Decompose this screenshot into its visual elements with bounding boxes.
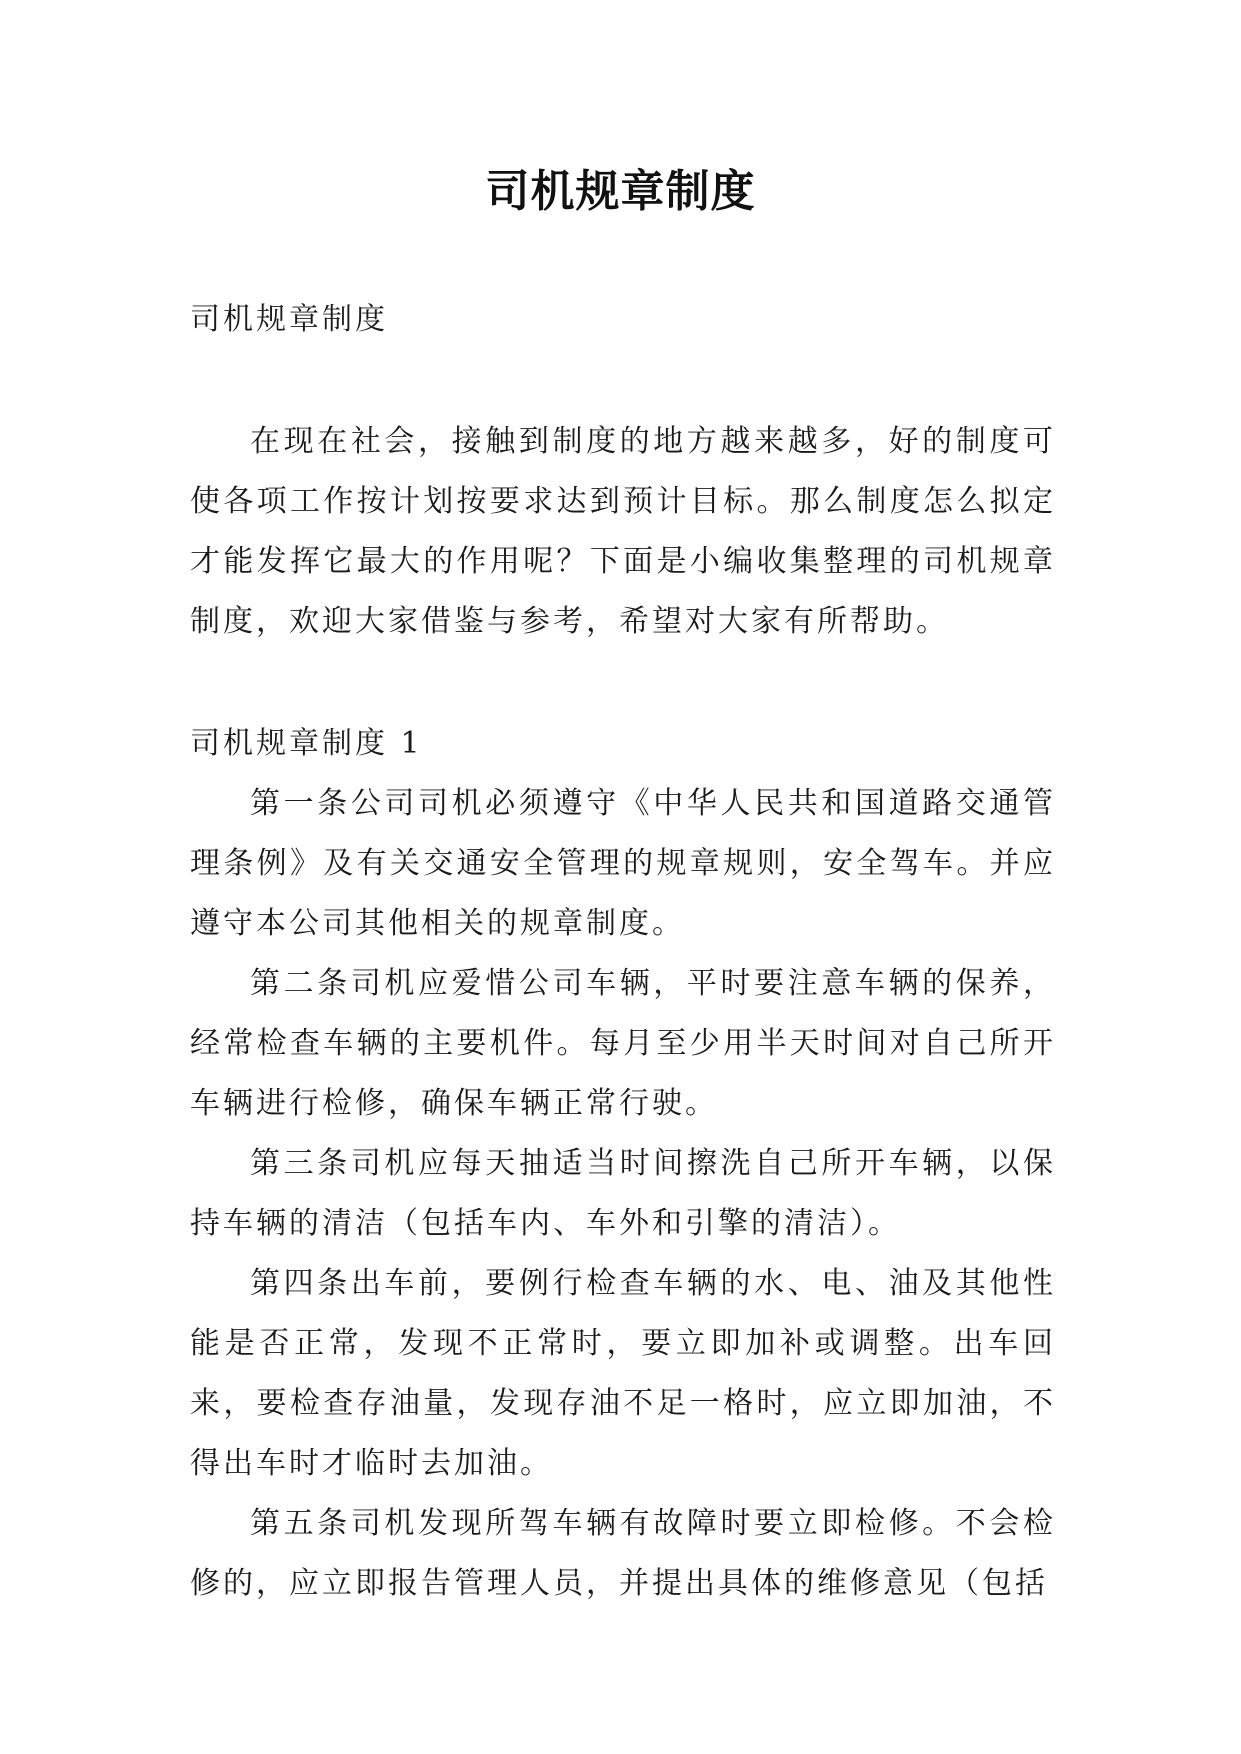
article-paragraph: 第三条司机应每天抽适当时间擦洗自己所开车辆，以保持车辆的清洁（包括车内、车外和引擎的清洁）。 <box>190 1146 1056 1241</box>
intro-paragraph: 在现在社会，接触到制度的地方越来越多，好的制度可使各项工作按计划按要求达到预计目标。那么制度怎么拟定才能发挥它最大的作用呢？下面是小编收集整理的司机规章制度，欢迎大家借鉴与参考，希望对大家有所帮助。 <box>190 424 1056 639</box>
article-paragraph: 第五条司机发现所驾车辆有故障时要立即检修。不会检修的，应立即报告管理人员，并提出具体的维修意见（包括 <box>190 1506 1056 1601</box>
section-heading: 司机规章制度 1 <box>190 726 423 761</box>
document-subtitle: 司机规章制度 <box>190 302 388 337</box>
spacer <box>190 350 1056 412</box>
article-paragraph: 第一条公司司机必须遵守《中华人民共和国道路交通管理条例》及有关交通安全管理的规章规则，安全驾车。并应遵守本公司其他相关的规章制度。 <box>190 786 1056 941</box>
article-paragraph: 第二条司机应爱惜公司车辆，平时要注意车辆的保养，经常检查车辆的主要机件。每月至少用半天时间对自己所开车辆进行检修，确保车辆正常行驶。 <box>190 966 1056 1121</box>
document-body <box>190 290 1056 1614</box>
spacer <box>190 652 1056 714</box>
article-paragraph: 第四条出车前，要例行检查车辆的水、电、油及其他性能是否正常，发现不正常时，要立即加补或调整。出车回来，要检查存油量，发现存油不足一格时，应立即加油，不得出车时才临时去加油。 <box>190 1266 1056 1481</box>
document-title: 司机规章制度 <box>485 166 756 217</box>
